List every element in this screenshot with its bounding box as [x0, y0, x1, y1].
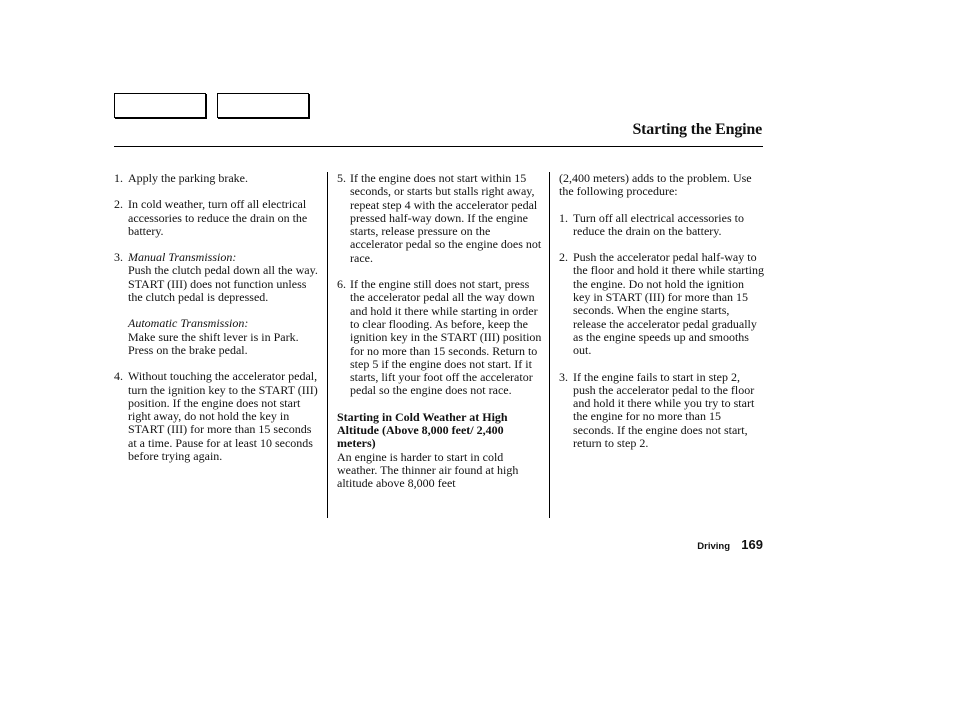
section-heading: Starting in Cold Weather at High Altitude (Above 8,000 feet/ 2,400 meters): [337, 409, 508, 451]
footer-section-label: Driving: [697, 541, 730, 552]
step-number: 1.: [114, 171, 123, 185]
column-3: [559, 172, 764, 463]
list-item: [114, 198, 322, 238]
step-text: If the engine still does not start, press the accelerator pedal all the way down and hold it there while starting in order to clear flooding. As before, keep the ignition key in the START (III) position for no more than 15 seconds. Return to step 5 if the engine does not start. If it starts, lift your foot off the accelerator pedal so the engine does not race.: [350, 277, 542, 398]
list-item: [337, 278, 542, 398]
step-number: 2.: [114, 197, 123, 212]
step-text: If the engine fails to start in step 2, push the accelerator pedal to the floor and hold it there while you try to start the engine for no more than 15 seconds. If the engine does not start, return to step 2.: [573, 369, 755, 451]
step-number: 3.: [114, 250, 123, 265]
step-number: 5.: [337, 171, 346, 185]
list-item: [559, 371, 764, 451]
list-item: [114, 251, 322, 357]
column-1: [114, 172, 322, 476]
column-2: [337, 172, 542, 504]
step-number: 3.: [559, 369, 568, 384]
step-text: Without touching the accelerator pedal, turn the ignition key to the START (III) position. If the engine does not start right away, do not hold the key in START (III) for more than 15 seconds at a time. Pause for at least 10 seconds before trying again.: [128, 369, 318, 464]
page-title: Starting the Engine: [632, 121, 762, 138]
nav-button-2[interactable]: [217, 93, 309, 118]
list-item: [114, 172, 322, 185]
column-divider-2: [549, 172, 550, 518]
list-item: [337, 172, 542, 265]
step-number: 1.: [559, 210, 568, 225]
title-rule: [114, 146, 763, 147]
step-number: 6.: [337, 277, 346, 292]
step-text: Push the clutch pedal down all the way. START (III) does not function unless the clutch pedal is depressed.: [128, 263, 318, 305]
step-number: 4.: [114, 369, 123, 384]
step-text: Apply the parking brake.: [128, 171, 248, 185]
list-item: [559, 251, 764, 357]
step-text: Turn off all electrical accessories to reduce the drain on the battery.: [573, 210, 744, 238]
step-number: 2.: [559, 250, 568, 265]
list-item: [114, 370, 322, 463]
page-number: 169: [741, 537, 763, 552]
list-item: [559, 212, 764, 239]
nav-button-1[interactable]: [114, 93, 206, 118]
paragraph: (2,400 meters) adds to the problem. Use the following procedure:: [559, 171, 752, 199]
step-text: In cold weather, turn off all electrical accessories to reduce the drain on the battery.: [128, 197, 308, 238]
subheading-automatic: Automatic Transmission:: [128, 316, 249, 331]
paragraph: An engine is harder to start in cold weather. The thinner air found at high altitude above 8,000 feet: [337, 449, 519, 491]
subheading-manual: Manual Transmission:: [128, 250, 237, 265]
step-text: Push the accelerator pedal half-way to the floor and hold it there while starting the engine. Do not hold the ignition key in START (III) for more than 15 seconds. When the engine starts, release the accelerator pedal gradually as the engine speeds up and smooths out.: [573, 250, 764, 358]
step-text: If the engine does not start within 15 seconds, or starts but stalls right away, repeat step 4 with the accelerator pedal pressed half-way down. If the engine starts, release pressure on the accelerator pedal so the engine does not race.: [350, 171, 542, 265]
step-text: Make sure the shift lever is in Park. Press on the brake pedal.: [128, 329, 299, 357]
column-divider-1: [327, 172, 328, 518]
